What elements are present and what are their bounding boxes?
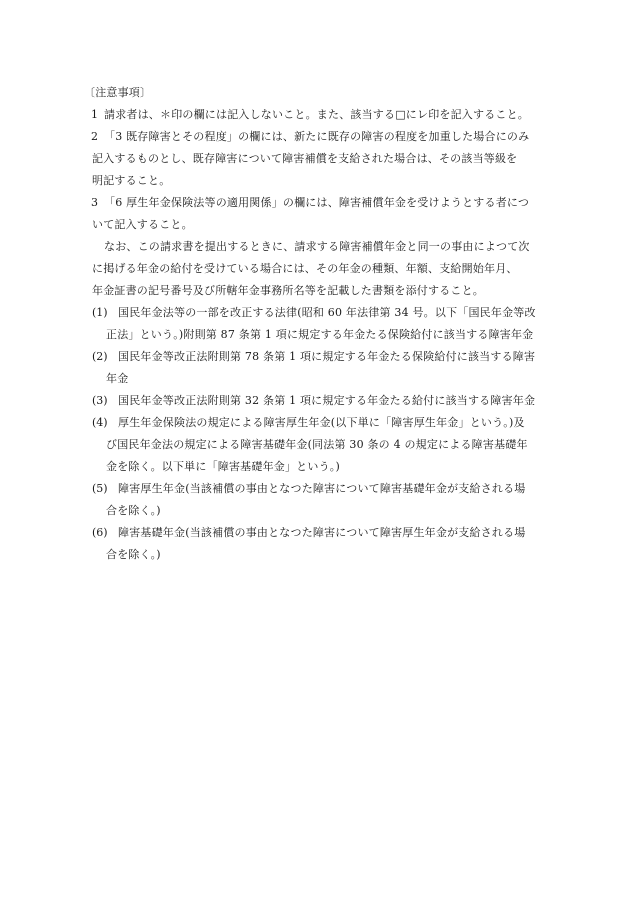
sub-item-5-line-2: 合を除く。) [106,504,161,517]
sub-item-4-line-2: び国民年金法の規定による障害基礎年金(同法第 30 条の 4 の規定による障害基礎年 [106,438,528,451]
sub-item-1-number: (1) [92,306,108,319]
item-3-line-2: いて記入すること。 [92,218,193,231]
item-2-line-1: 「3 既存障害とその程度」の欄には、新たに既存の障害の程度を加重した場合にのみ [104,130,530,143]
note-line-2: に掲げる年金の給付を受けている場合には、その年金の種類、年額、支給開始年月、 [92,262,518,275]
item-2-line-2: 記入するものとし、既存障害について障害補償を支給された場合は、その該当等級を [92,152,518,165]
sub-item-6-number: (6) [92,526,108,539]
sub-item-6-line-1: 障害基礎年金(当該補償の事由となつた障害について障害厚生年金が支給される場 [118,526,526,539]
item-3-line-1: 「6 厚生年金保険法等の適用関係」の欄には、障害補償年金を受けようとする者につ [104,196,530,209]
item-2-number: 2 [91,130,98,143]
sub-item-5-number: (5) [92,482,108,495]
sub-item-4-line-3: 金を除く。以下単に「障害基礎年金」という。) [106,460,340,473]
sub-item-3-number: (3) [92,394,108,407]
item-3-number: 3 [91,196,98,209]
sub-item-2-line-2: 年金 [106,372,129,385]
sub-item-6-line-2: 合を除く。) [106,548,161,561]
sub-item-5-line-1: 障害厚生年金(当該補償の事由となつた障害について障害基礎年金が支給される場 [118,482,526,495]
item-2-line-3: 明記すること。 [92,174,171,187]
sub-item-4-number: (4) [92,416,108,429]
notes-heading: 〔注意事項〕 [84,86,152,99]
item-1-number: 1 [91,108,98,121]
sub-item-1-line-2: 正法」という。)附則第 87 条第 1 項に規定する年金たる保険給付に該当する障害年金 [106,328,534,341]
sub-item-2-number: (2) [92,350,108,363]
sub-item-4-line-1: 厚生年金保険法の規定による障害厚生年金(以下単に「障害厚生年金」という。)及 [118,416,525,429]
sub-item-2-line-1: 国民年金等改正法附則第 78 条第 1 項に規定する年金たる保険給付に該当する障害 [118,350,536,363]
item-1-line-1: 請求者は、＊印の欄には記入しないこと。また、該当する□にレ印を記入すること。 [104,108,529,121]
note-line-1: なお、この請求書を提出するときに、請求する障害補償年金と同一の事由によつて次 [104,240,530,253]
note-line-3: 年金証書の記号番号及び所轄年金事務所名等を記載した書類を添付すること。 [92,284,484,297]
sub-item-1-line-1: 国民年金法等の一部を改正する法律(昭和 60 年法律第 34 号。以下「国民年金等改 [118,306,536,319]
sub-item-3-line-1: 国民年金等改正法附則第 32 条第 1 項に規定する年金たる給付に該当する障害年金 [118,394,536,407]
